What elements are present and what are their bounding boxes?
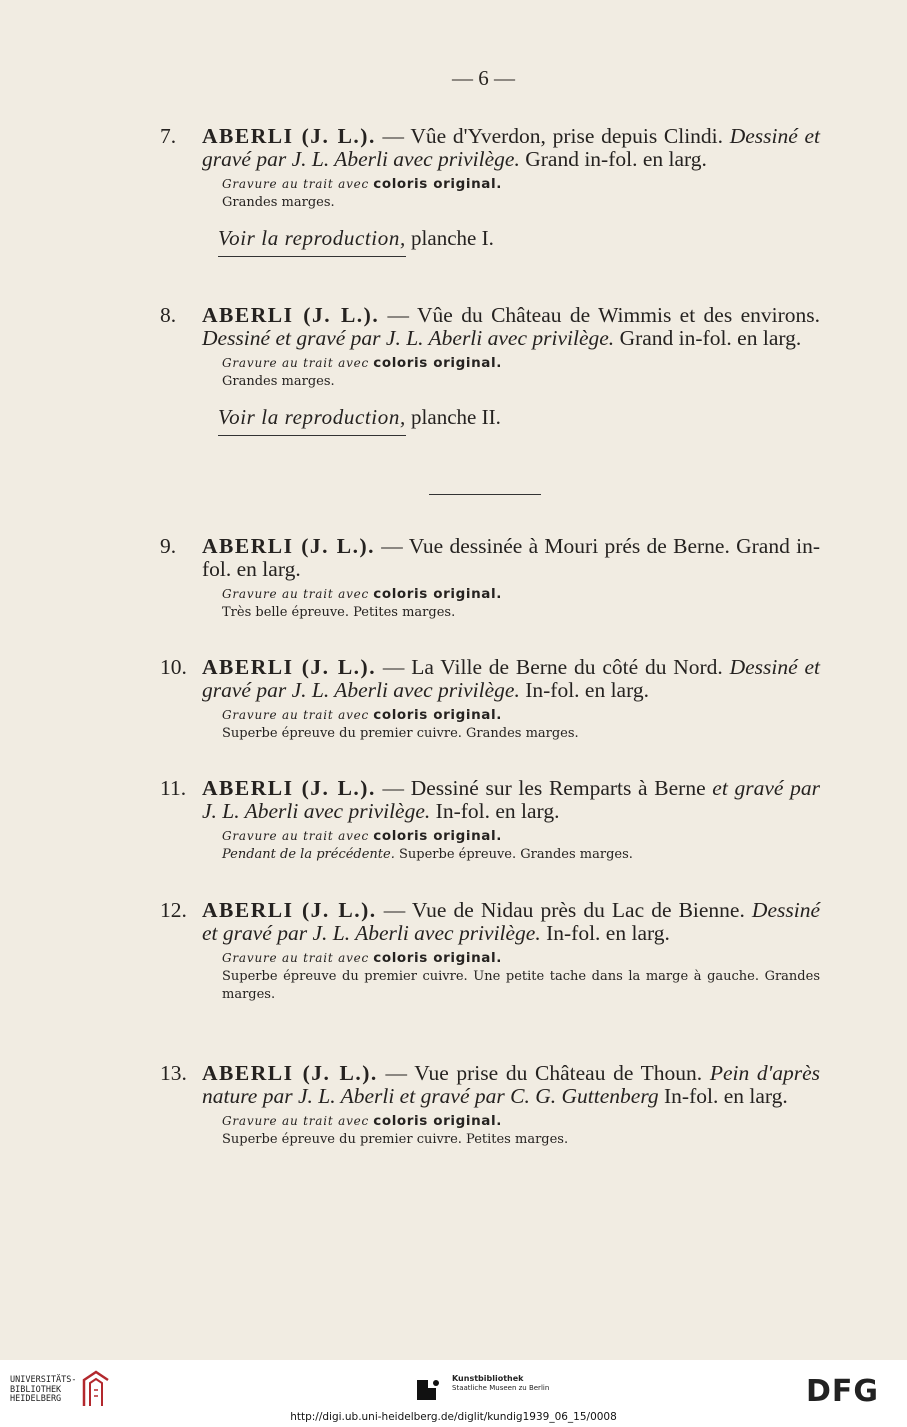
digitization-footer	[0, 1360, 907, 1427]
entry-credit: Dessiné et gravé par J. L. Aberli avec privilège.	[202, 898, 820, 945]
entry-number: 11.	[160, 776, 187, 800]
entry-coloris: coloris original.	[373, 1113, 502, 1129]
entry-author: ABERLI (J. L.).	[202, 303, 380, 327]
uni-line-1: UNIVERSITÄTS-	[10, 1375, 77, 1385]
entry-technique: Gravure au trait avec	[222, 177, 370, 191]
entry-main-text	[160, 125, 820, 171]
catalog-entry-12	[160, 899, 820, 1004]
catalog-entry-13	[160, 1062, 820, 1149]
entry-technique: Gravure au trait avec	[222, 587, 370, 601]
entry-technique: Gravure au trait avec	[222, 951, 370, 965]
uni-line-3: HEIDELBERG	[10, 1394, 62, 1404]
entry-credit: Dessiné et gravé par J. L. Aberli avec privilège.	[202, 655, 820, 702]
entry-note-pendant: Pendant de la précédente.	[222, 847, 395, 862]
university-logo-icon	[80, 1368, 112, 1408]
entry-credit: Dessiné et gravé par J. L. Aberli avec privilège.	[202, 326, 615, 350]
reproduction-reference	[218, 405, 820, 436]
entry-note: Très belle épreuve. Petites marges.	[222, 605, 456, 620]
catalog-entry-8	[160, 304, 820, 436]
entry-technique: Gravure au trait avec	[222, 708, 370, 722]
entry-author: ABERLI (J. L.).	[202, 1061, 378, 1085]
entry-number: 9.	[160, 534, 177, 558]
catalog-entry-7	[160, 125, 820, 257]
catalog-entry-10	[160, 656, 820, 743]
dfg-logo-text: DFG	[806, 1376, 880, 1404]
entry-format: In-fol. en larg.	[658, 1084, 788, 1108]
entry-technique: Gravure au trait avec	[222, 356, 370, 370]
entry-number: 13.	[160, 1061, 187, 1085]
kunstbibliothek-name	[452, 1374, 549, 1393]
entry-format: In-fol. en larg.	[519, 678, 650, 702]
entry-main-text	[160, 656, 820, 702]
entry-format: Grand in-fol. en larg.	[519, 147, 707, 171]
catalog-entry-9	[160, 535, 820, 622]
entry-author: ABERLI (J. L.).	[202, 655, 377, 679]
entry-details	[160, 585, 820, 622]
entry-number: 8.	[160, 303, 177, 327]
entry-title: — Vue de Nidau près du Lac de Bienne.	[376, 898, 752, 922]
entry-author: ABERLI (J. L.).	[202, 124, 376, 148]
entry-number: 7.	[160, 124, 177, 148]
entry-number: 12.	[160, 898, 187, 922]
entry-technique: Gravure au trait avec	[222, 1114, 370, 1128]
entry-title: — Vue dessinée à Mouri prés de Berne. Grand in-fol. en larg.	[202, 534, 820, 581]
entry-main-text	[160, 1062, 820, 1108]
entry-title: — Vûe d'Yverdon, prise depuis Clindi.	[375, 124, 730, 148]
entry-details	[160, 354, 820, 391]
entry-credit: Pein d'après nature par J. L. Aberli et gravé par C. G. Guttenberg	[202, 1061, 820, 1108]
entry-details	[160, 175, 820, 212]
entry-title: — La Ville de Berne du côté du Nord.	[376, 655, 730, 679]
entry-details	[160, 949, 820, 1004]
uni-line-2: BIBLIOTHEK	[10, 1384, 62, 1395]
university-library-name	[10, 1376, 77, 1405]
entry-author: ABERLI (J. L.).	[202, 534, 376, 558]
plate-number: planche I.	[405, 226, 494, 250]
kunstbibliothek-logo-icon	[414, 1374, 444, 1404]
entry-author: ABERLI (J. L.).	[202, 898, 377, 922]
entry-main-text	[160, 899, 820, 945]
page-number: — 6 —	[452, 66, 515, 90]
entry-technique: Gravure au trait avec	[222, 829, 370, 843]
entry-format: Grand in-fol. en larg.	[614, 326, 802, 350]
entry-coloris: coloris original.	[373, 707, 502, 723]
catalog-entry-11	[160, 777, 820, 864]
entry-title: — Vûe du Château de Wimmis et des environs.	[379, 303, 820, 327]
entry-title: — Dessiné sur les Remparts à Berne	[375, 776, 713, 800]
reproduction-link[interactable]: Voir la reproduction,	[218, 226, 406, 257]
entry-main-text	[160, 304, 820, 350]
entry-coloris: coloris original.	[373, 176, 502, 192]
entry-note: Grandes marges.	[222, 374, 335, 389]
kb-title: Kunstbibliothek	[452, 1374, 524, 1383]
entry-format: In-fol. en larg.	[540, 921, 670, 945]
entry-note: Superbe épreuve du premier cuivre. Une petite tache dans la marge à gauche. Grandes marges.	[222, 969, 820, 1002]
entry-note: Superbe épreuve du premier cuivre. Grandes marges.	[222, 726, 579, 741]
source-url[interactable]: http://digi.ub.uni-heidelberg.de/diglit/kundig1939_06_15/0008	[290, 1411, 617, 1423]
entry-author: ABERLI (J. L.).	[202, 776, 376, 800]
entry-coloris: coloris original.	[373, 950, 502, 966]
reproduction-reference	[218, 226, 820, 257]
entry-note: Superbe épreuve du premier cuivre. Petites marges.	[222, 1132, 569, 1147]
reproduction-link[interactable]: Voir la reproduction,	[218, 405, 406, 436]
entry-details	[160, 706, 820, 743]
entry-main-text	[160, 777, 820, 823]
dfg-logo	[806, 1376, 896, 1404]
entry-coloris: coloris original.	[373, 355, 502, 371]
entry-format: In-fol. en larg.	[430, 799, 560, 823]
entry-coloris: coloris original.	[373, 586, 502, 602]
entry-credit: Dessiné et gravé par J. L. Aberli avec privilège.	[202, 124, 820, 171]
entry-details	[160, 827, 820, 864]
entry-number: 10.	[160, 655, 187, 679]
entry-note: Superbe épreuve. Grandes marges.	[394, 847, 633, 862]
entry-coloris: coloris original.	[373, 828, 502, 844]
entry-note: Grandes marges.	[222, 195, 335, 210]
entry-title: — Vue prise du Château de Thoun.	[377, 1061, 710, 1085]
plate-number: planche II.	[405, 405, 501, 429]
kb-subtitle: Staatliche Museen zu Berlin	[452, 1384, 550, 1392]
entry-credit: et gravé par J. L. Aberli avec privilège.	[202, 776, 820, 823]
entry-details	[160, 1112, 820, 1149]
section-divider	[429, 494, 541, 495]
entry-main-text	[160, 535, 820, 581]
